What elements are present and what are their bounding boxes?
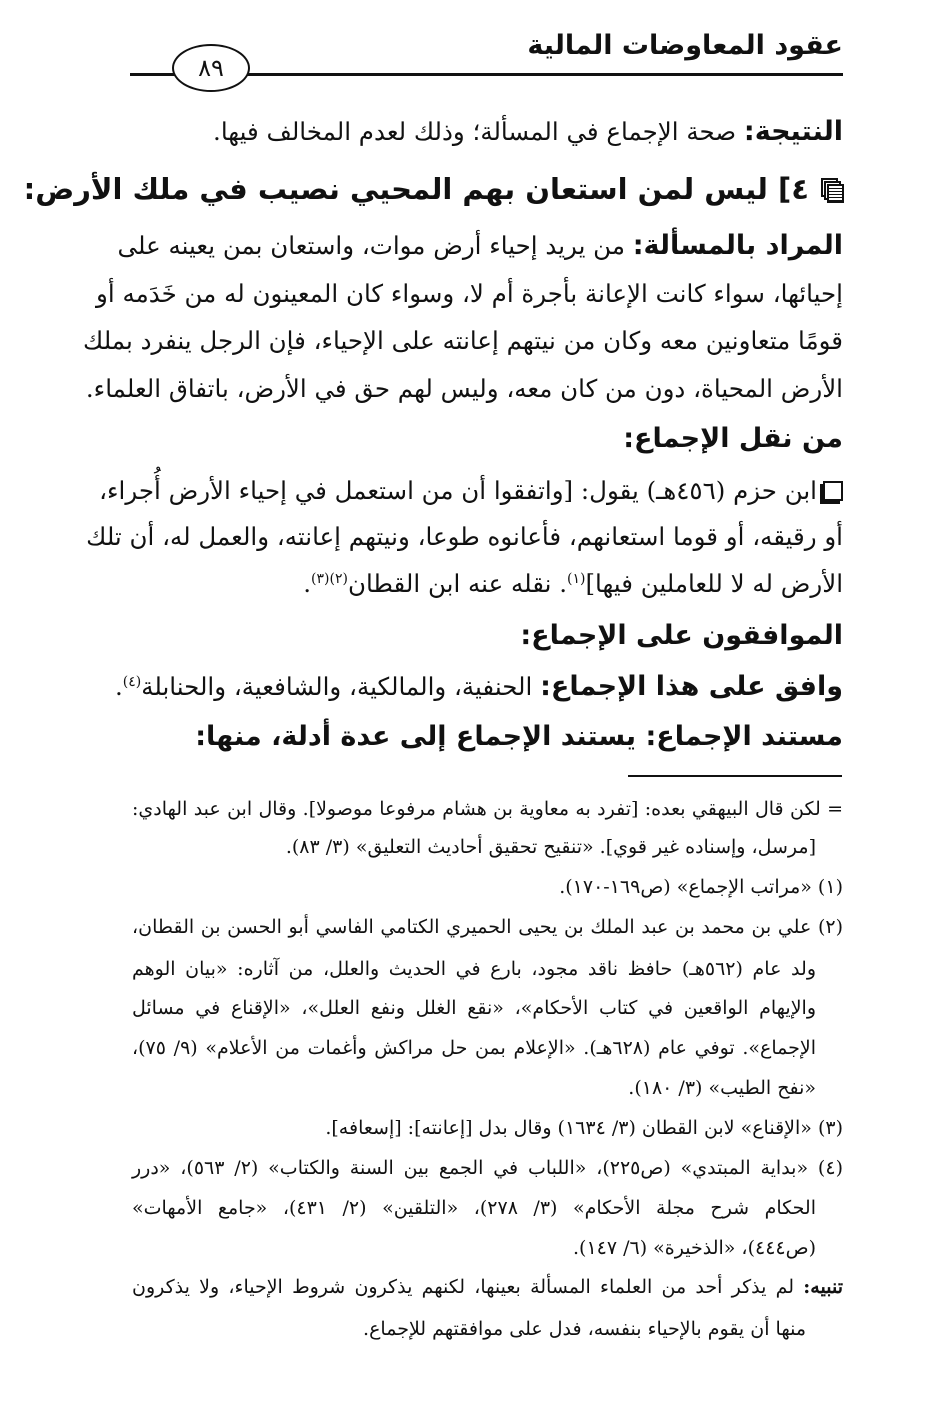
footnote-2-line-1: (٢) علي بن محمد بن عبد الملك بن يحيى الحميري الكتامي الفاسي أبو الحسن بن القطان، [132,916,843,938]
footnote-2-line-3: والإيهام الواقعين في كتاب الأحكام»، «نقع الغلل ونفع العلل»، «الإقناع في مسائل [132,997,816,1019]
meaning-line-4: الأرض المحياة، دون من كان معه، وليس لهم حق في الأرض، باتفاق العلماء. [85,374,843,403]
running-title: عقود المعاوضات المالية [527,30,843,61]
meaning-line-3: قومًا متعاونين معه وكان من نيتهم إعانته على الإحياء، فإن الرجل ينفرد بملك [83,326,843,355]
footnote-1: (١) «مراتب الإجماع» (ص١٦٩-١٧٠). [559,876,843,898]
section-number: ٤] [778,172,809,206]
basis-line: مستند الإجماع: يستند الإجماع إلى عدة أدلة، منها: [195,721,843,752]
result-text: صحة الإجماع في المسألة؛ وذلك لعدم المخالف فيها. [213,117,744,146]
footnote-4-line-1: (٤) «بداية المبتدي» (ص٢٢٥)، «اللباب في الجمع بين السنة والكتاب» (٢/ ٥٦٣)، «درر [132,1157,843,1179]
footnote-continuation-2: [مرسل، وإسناده غير قوي]. «تنقيح تحقيق أحاديث التعليق» (٣/ ٨٣). [285,836,816,858]
footnote-ref-4: (٤) [122,673,142,690]
quote-line-3: الأرض له لا للعاملين فيها]$^{(١)}$. نقله عنه ابن القطان$^{(٢)(٣)}$. [303,569,843,598]
footnote-continuation-1: = لكن قال البيهقي بعده: [تفرد به معاوية بن هشام مرفوعا موصولا]. وقال ابن عبد الهادي: [132,798,843,820]
agreeing-heading: الموافقون على الإجماع: [520,620,843,651]
result-label: النتيجة: [743,116,843,147]
basis-label: مستند الإجماع: [645,721,843,752]
note-line-2: منها أن يقوم بالإحياء بنفسه، فدل على موافقتهم للإجماع. [363,1318,806,1340]
meaning-label: المراد بالمسألة: [632,230,843,261]
documents-icon [821,178,843,202]
section-title: ليس لمن استعان بهم المحيي نصيب في ملك الأرض: [23,172,779,206]
meaning-line-1: المراد بالمسألة: من يريد إحياء أرض موات، واستعان بمن يعينه على [117,230,843,261]
footnote-2-line-5: «نفح الطيب» (٣/ ١٨٠). [628,1077,816,1099]
note-label: تنبيه: [803,1276,843,1298]
result-line [132,113,843,151]
quote-line-2: أو رقيقه، أو قوما استعانهم، فأعانوه طوعا، ونيتهم إعانته، والعمل له، أن تلك [86,522,843,551]
page-number: ٨٩ [172,44,250,92]
footnote-separator [628,775,842,777]
footnote-2-line-4: الإجماع». توفي عام (٦٢٨هـ). «الإعلام بمن حل مراكش وأغمات من الأعلام» (٩/ ٧٥)، [132,1037,817,1059]
meaning-line-2: إحيائها، سواء كانت الإعانة بأجرة أم لا، وسواء كان المعينون له من خَدَمه أو [96,279,843,308]
footnote-4-line-2: الحكام شرح مجلة الأحكام» (٣/ ٢٧٨)، «التلقين» (٢/ ٤٣١)، «جامع الأمهات» [132,1197,816,1219]
footnote-3: (٣) «الإقناع» لابن القطان (٣/ ١٦٣٤) وقال بدل [إعانته]: [إسعافه]. [325,1117,843,1139]
footnote-ref-1: (١) [567,570,586,587]
footnote-4-line-3: (ص٤٤٤)، «الذخيرة» (٦/ ١٤٧). [572,1237,816,1259]
section-heading [23,170,843,208]
agreeing-line: وافق على هذا الإجماع: الحنفية، والمالكية، والشافعية، والحنابلة$^{(٤)}$. [114,671,843,702]
header-rule [238,73,843,76]
transmission-heading: من نقل الإجماع: [623,423,843,454]
footnote-ref-2-3: (٢)(٣) [311,570,348,587]
agreeing-label: وافق على هذا الإجماع: [540,671,843,702]
quote-line-1: ابن حزم (٤٥٦هـ) يقول: [واتفقوا أن من استعمل في إحياء الأرض أُجراء، [132,472,843,510]
footnote-2-line-2: ولد عام (٥٦٢هـ) حافظ ناقد مجود، بارع في الحديث والعلل، من آثاره: «بيان الوهم [132,958,816,980]
square-bullet-icon [823,481,843,501]
note-line-1: تنبيه: لم يذكر أحد من العلماء المسألة بعينها، لكنهم يذكرون شروط الإحياء، ولا يذكرون [132,1276,843,1298]
